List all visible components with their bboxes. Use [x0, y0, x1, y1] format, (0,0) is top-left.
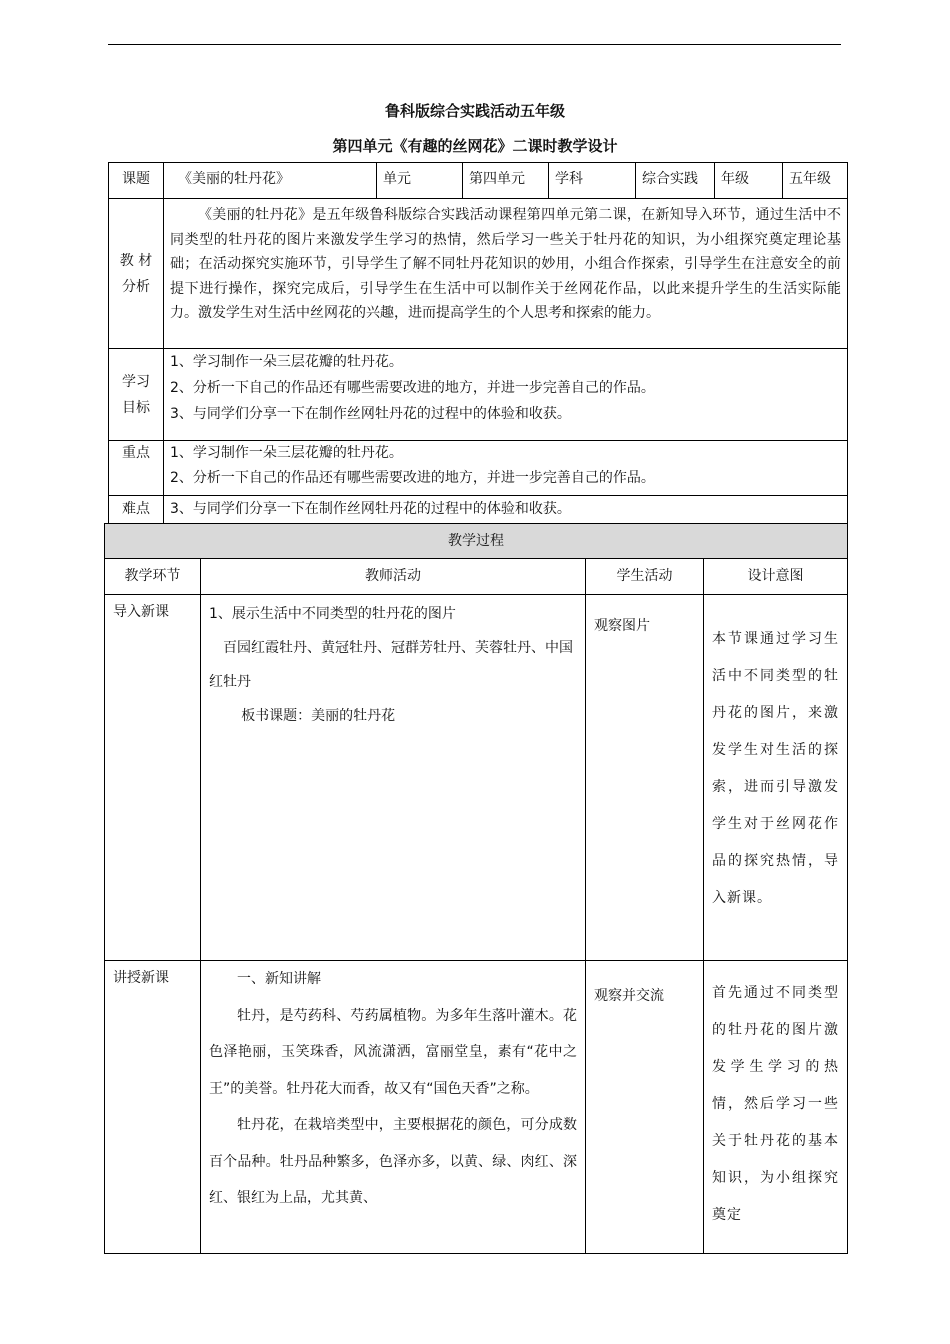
key-row	[109, 441, 848, 496]
key-label: 重点	[122, 445, 150, 461]
process-title-row	[105, 524, 848, 559]
topic-label: 课题	[122, 171, 150, 187]
goal-item: 1、学习制作一朵三层花瓣的牡丹花。	[170, 354, 403, 370]
teacher-line: 牡丹花，在栽培类型中，主要根据花的颜色，可分成数百个品种。牡丹品种繁多，色泽亦多，以黄、绿、肉红、深红、银红为上品，尤其黄、	[209, 1117, 577, 1206]
header-teacher: 教师活动	[365, 568, 421, 584]
teacher-intro	[201, 595, 585, 737]
process-header-row	[105, 559, 848, 595]
analysis-label: 教 材 分析	[119, 252, 153, 295]
grade-label: 年级	[721, 171, 749, 187]
teacher-line: 百园红霞牡丹、黄冠牡丹、冠群芳牡丹、芙蓉牡丹、中国红牡丹	[209, 640, 573, 690]
student-intro: 观察图片	[594, 618, 650, 634]
unit-label: 单元	[383, 171, 411, 187]
unit-value: 第四单元	[469, 171, 525, 187]
teacher-line: 1、展示生活中不同类型的牡丹花的图片	[209, 606, 456, 622]
goal-item: 2、分析一下自己的作品还有哪些需要改进的地方，并进一步完善自己的作品。	[170, 380, 655, 396]
intent-intro: 本节课通过学习生活中不同类型的牡丹花的图片，来激发学生对生活的探索，进而引导激发学生对于丝网花作品的探究热情，导入新课。	[712, 631, 839, 906]
topic-value: 《美丽的牡丹花》	[178, 171, 290, 187]
goals-label: 学习 目标	[122, 373, 150, 416]
subject-value: 综合实践	[642, 171, 698, 187]
header-rule	[108, 44, 841, 45]
analysis-row	[109, 199, 848, 349]
difficulty-text: 3、与同学们分享一下在制作丝网牡丹花的过程中的体验和收获。	[170, 501, 571, 517]
process-row-intro	[105, 595, 848, 961]
key-list	[164, 441, 847, 495]
stage-teach: 讲授新课	[113, 970, 169, 986]
teacher-line: 一、新知讲解	[237, 971, 321, 987]
process-title: 教学过程	[448, 533, 504, 549]
stage-intro: 导入新课	[113, 604, 169, 620]
doc-title: 鲁科版综合实践活动五年级	[384, 102, 565, 120]
process-table	[104, 523, 848, 1254]
header-intent: 设计意图	[747, 568, 804, 584]
key-item: 1、学习制作一朵三层花瓣的牡丹花。	[170, 445, 403, 461]
student-teach: 观察并交流	[594, 988, 664, 1004]
intent-teach: 首先通过不同类型的牡丹花的图片激发学生学习的热情，然后学习一些关于牡丹花的基本知识，为小组探究奠定	[712, 985, 839, 1223]
teacher-teach	[201, 961, 585, 1221]
analysis-text: 《美丽的牡丹花》是五年级鲁科版综合实践活动课程第四单元第二课，在新知导入环节，通过生活中不同类型的牡丹花的图片来激发学生学习的热情，然后学习一些关于牡丹花的知识，为小组探究奠定理论基础；在活动探究实施环节，引导学生了解不同牡丹花知识的妙用，小组合作探索，引导学生在注意安全的前提下进行操作，探究完成后，引导学生在生活中可以制作关于丝网花作品，以此来提升学生的生活实际能力。激发学生对生活中丝网花的兴趣，进而提高学生的个人思考和探索的能力。	[170, 207, 841, 321]
process-row-teach	[105, 961, 848, 1254]
doc-subtitle: 第四单元《有趣的丝网花》二课时教学设计	[332, 137, 618, 155]
goals-list	[164, 349, 847, 431]
info-row	[109, 163, 848, 199]
info-table	[108, 162, 848, 527]
teacher-line: 板书课题：美丽的牡丹花	[241, 708, 396, 724]
goal-item: 3、与同学们分享一下在制作丝网牡丹花的过程中的体验和收获。	[170, 406, 571, 422]
header-student: 学生活动	[616, 568, 673, 584]
goals-row	[109, 349, 848, 441]
header-stage: 教学环节	[124, 568, 181, 584]
subject-label: 学科	[555, 171, 583, 187]
key-item: 2、分析一下自己的作品还有哪些需要改进的地方，并进一步完善自己的作品。	[170, 470, 655, 486]
grade-value: 五年级	[789, 171, 831, 187]
teacher-line: 牡丹，是芍药科、芍药属植物。为多年生落叶灌木。花色泽艳丽，玉笑珠香，风流潇洒，富丽堂皇，素有“花中之王”的美誉。牡丹花大而香，故又有“国色天香”之称。	[209, 1007, 577, 1097]
difficulty-row	[109, 496, 848, 527]
difficulty-label: 难点	[122, 501, 150, 517]
